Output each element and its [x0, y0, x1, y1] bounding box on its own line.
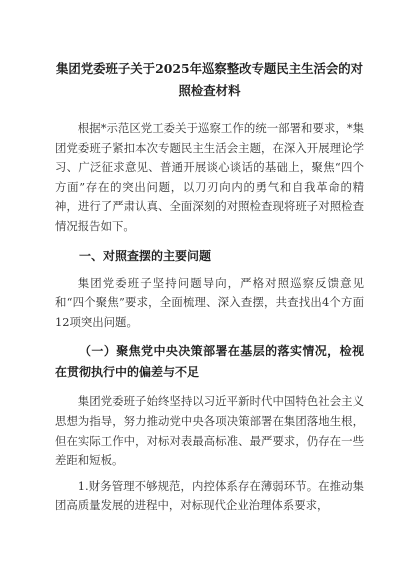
- intro-paragraph: 根据*示范区党工委关于巡察工作的统一部署和要求，*集团党委班子紧扣本次专题民主生活会主题，在深入开展理论学习、广泛征求意见、普通开展谈心谈话的基础上，聚焦“四个方面”存在的突出问题，以刀刃向内的勇气和自我革命的精神，进行了严肃认真、全面深刻的对照检查现将班子对照检查情况报告如下。: [55, 121, 364, 233]
- section-1-heading: 一、对照查摆的主要问题: [79, 248, 212, 263]
- item-1-paragraph: 1.财务管理不够规范，内控体系存在薄弱环节。在推动集团高质量发展的进程中，对标现代企业治理体系要求，: [55, 478, 364, 513]
- subsection-1-paragraph: 集团党委班子始终坚持以习近平新时代中国特色社会主义思想为指导，努力推动党中央各项决策部署在集团落地生根，但在实际工作中，对标对表最高标准、最严要求，仍存在一些差距和短板。: [55, 394, 364, 468]
- section-1-paragraph: 集团党委班子坚持问题导向，严格对照巡察反馈意见和“四个聚焦”要求，全面梳理、深入查摆，共查找出4个方面12项突出问题。: [55, 275, 364, 329]
- subsection-1-heading: （一）聚焦党中央决策部署在基层的落实情况，检视在贯彻执行中的偏差与不足: [55, 344, 364, 380]
- document-title: 集团党委班子关于2025年巡察整改专题民主生活会的对照检查材料: [55, 61, 364, 98]
